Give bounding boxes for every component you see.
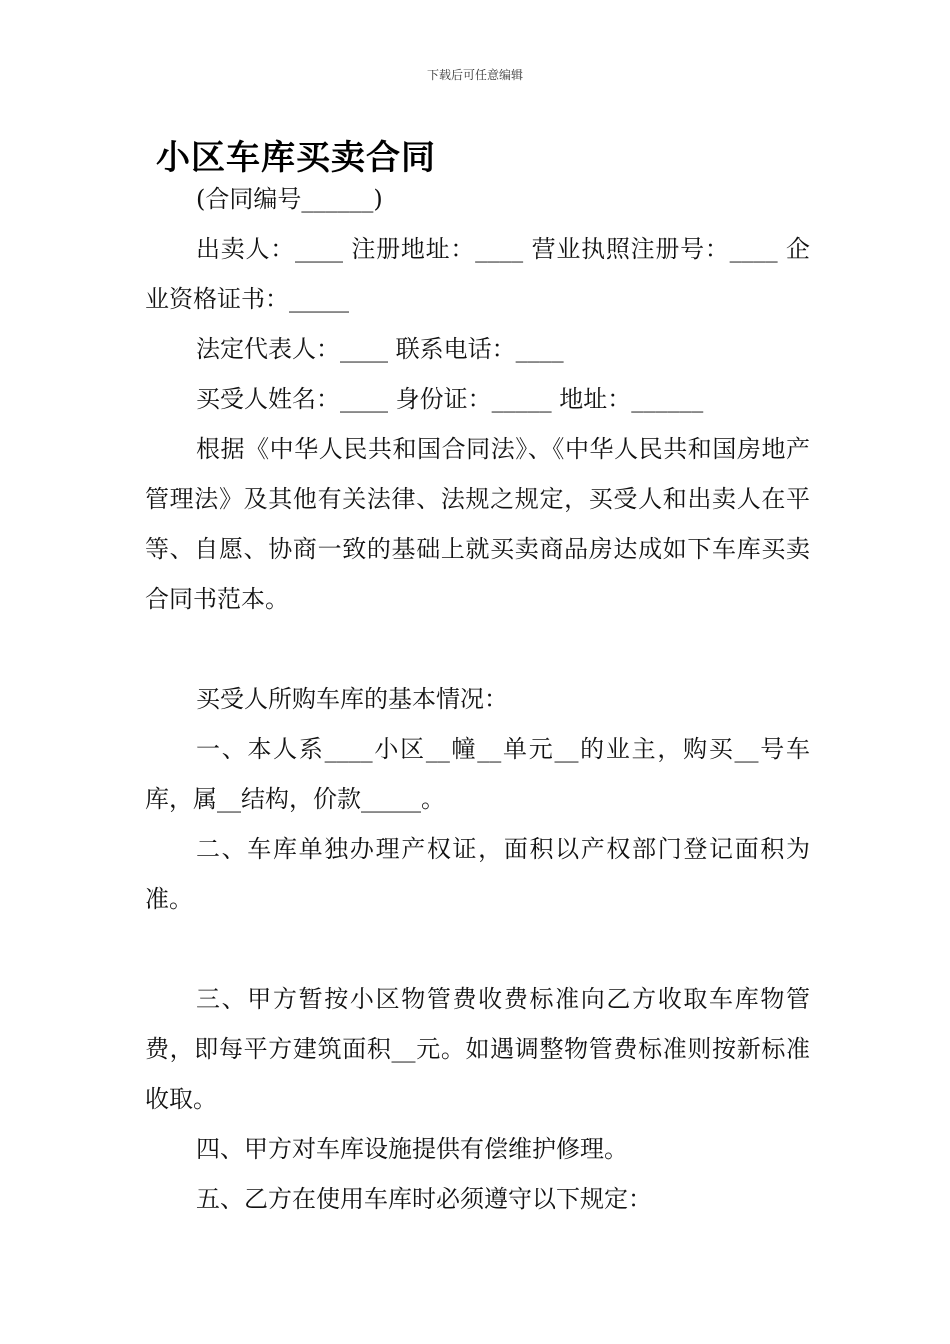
clause-4: 四、甲方对车库设施提供有偿维护修理。 [196,1135,628,1163]
seller-info: 出卖人：____ 注册地址：____ 营业执照注册号：____ 企业资格证书：_____ [145,235,810,313]
document-body [145,174,810,1224]
document-title: 小区车库买卖合同 [156,138,436,178]
header-note: 下载后可任意编辑 [426,68,523,82]
basic-info-heading: 买受人所购车库的基本情况： [196,685,508,713]
clause-1: 一、本人系____小区__幢__单元__的业主，购买__号车库，属__结构，价款_____。 [145,735,810,813]
buyer-info: 买受人姓名：____ 身份证：_____ 地址：______ [196,385,704,413]
preamble-paragraph: 根据《中华人民共和国合同法》、《中华人民共和国房地产管理法》及其他有关法律、法规之规定，买受人和出卖人在平等、自愿、协商一致的基础上就买卖商品房达成如下车库买卖合同书范本。 [145,435,810,613]
legal-representative: 法定代表人：____ 联系电话：____ [196,335,564,363]
clause-5: 五、乙方在使用车库时必须遵守以下规定： [196,1185,652,1213]
contract-number: (合同编号______) [196,185,383,213]
clause-3: 三、甲方暂按小区物管费收费标准向乙方收取车库物管费，即每平方建筑面积__元。如遇调整物管费标准则按新标准收取。 [145,985,810,1113]
clause-2: 二、车库单独办理产权证，面积以产权部门登记面积为准。 [145,835,810,913]
